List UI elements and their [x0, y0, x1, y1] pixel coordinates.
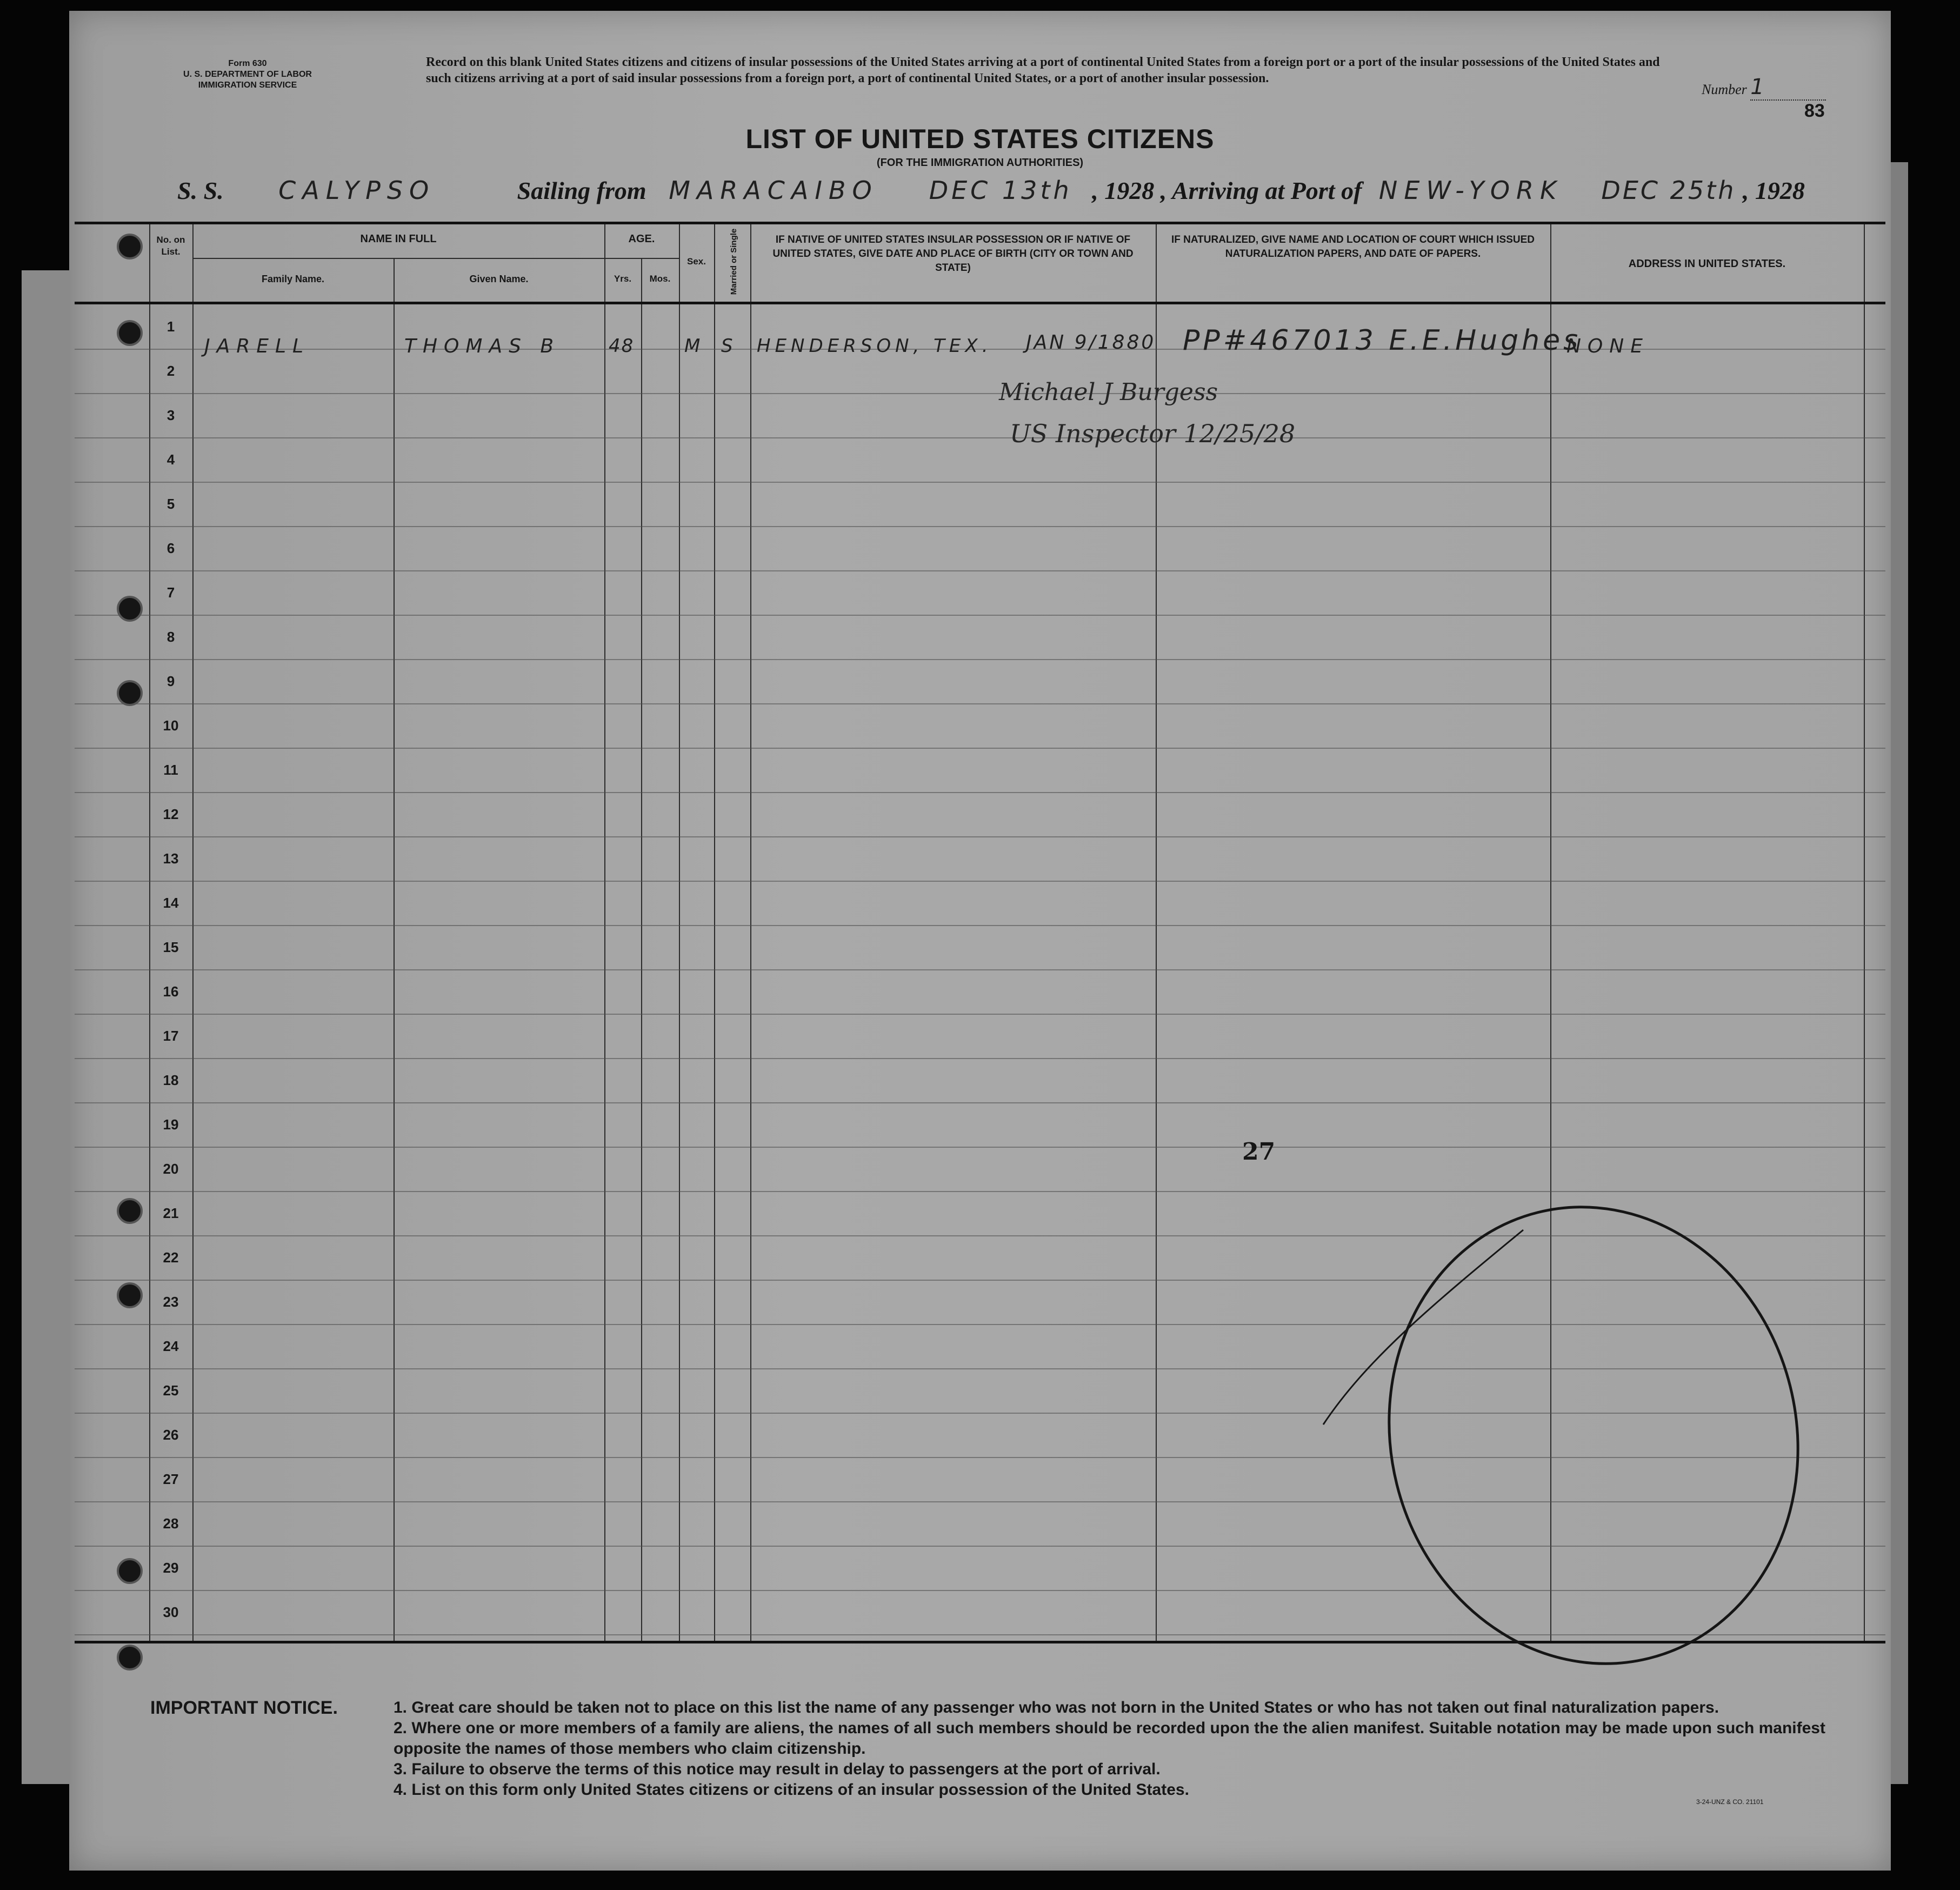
col-address: ADDRESS IN UNITED STATES. — [1628, 258, 1786, 270]
col-mos: Mos. — [649, 274, 671, 284]
page-subtitle: (FOR THE IMMIGRATION AUTHORITIES) — [876, 157, 1084, 169]
row-rule — [75, 615, 1885, 616]
important-notice — [150, 1698, 1869, 1800]
form-info — [177, 58, 318, 91]
row-number: 2 — [166, 363, 175, 379]
punch-hole — [117, 320, 143, 346]
row-rule — [75, 881, 1885, 882]
punch-hole — [117, 680, 143, 706]
row-number: 24 — [163, 1338, 179, 1354]
row-number: 16 — [163, 983, 179, 1000]
number-value: 1 — [1750, 75, 1826, 101]
row-rule — [75, 526, 1885, 527]
row-number: 15 — [163, 939, 179, 955]
col-name-in-full: NAME IN FULL — [360, 233, 437, 245]
row-number: 11 — [163, 762, 178, 778]
notice-item: 2. Where one or more members of a family are aliens, the names of all such members should be recorded upon the the alien manifest. Suitable notation may be made upon such manifest opposite the names of those members who claim citizenship. — [394, 1719, 1825, 1758]
row-rule — [75, 925, 1885, 926]
voyage-line — [177, 176, 1875, 219]
entry-marital-status: S — [721, 335, 739, 357]
service-name: IMMIGRATION SERVICE — [198, 81, 297, 90]
page-title: LIST OF UNITED STATES CITIZENS — [745, 124, 1215, 154]
entry-age-years: 48 — [609, 335, 635, 357]
department-name: U. S. DEPARTMENT OF LABOR — [183, 70, 312, 79]
row-number: 29 — [163, 1560, 179, 1576]
row-rule — [75, 969, 1885, 970]
row-number: 28 — [163, 1515, 179, 1532]
entry-birthdate: JAN 9/1880 — [1026, 331, 1156, 354]
row-number: 23 — [163, 1294, 179, 1310]
form-number: Form 630 — [228, 59, 267, 68]
row-number: 5 — [166, 496, 175, 512]
col-age: AGE. — [628, 233, 655, 245]
col-given-name: Given Name. — [469, 274, 529, 284]
col-yrs: Yrs. — [614, 274, 632, 284]
col-married-or-single: Married or Single — [729, 228, 738, 295]
row-rule — [75, 1102, 1885, 1103]
inspector-stamp: US Inspector 12/25/28 — [1010, 419, 1296, 448]
printer-mark: 3-24-UNZ & CO. 21101 — [1696, 1798, 1764, 1806]
notice-heading: IMPORTANT NOTICE. — [150, 1698, 338, 1718]
notice-items — [394, 1698, 1869, 1800]
row-number: 17 — [163, 1028, 179, 1044]
row-number: 10 — [163, 717, 179, 734]
hand-drawn-circle — [1291, 1197, 1831, 1684]
row-number: 22 — [163, 1249, 179, 1266]
row-number: 26 — [163, 1427, 179, 1443]
row-number: 30 — [163, 1604, 179, 1620]
col-birth: IF NATIVE OF UNITED STATES INSULAR POSSESSION OR IF NATIVE OF UNITED STATES, GIVE DATE AND PLACE OF BIRTH (CITY OR TOWN AND STATE) — [772, 234, 1134, 274]
entry-address: NONE — [1566, 335, 1649, 357]
arrival-date: DEC 25th — [1601, 176, 1736, 205]
row-number: 21 — [163, 1205, 179, 1221]
row-number: 18 — [163, 1072, 179, 1088]
notice-item: 1. Great care should be taken not to place on this list the name of any passenger who was not born in the United States or who has not taken out final naturalization papers. — [394, 1699, 1719, 1716]
row-number: 7 — [166, 584, 175, 601]
row-number: 12 — [163, 806, 179, 822]
punch-hole — [117, 1198, 143, 1224]
departure-year: , 1928 — [1092, 177, 1155, 204]
punch-hole — [117, 1645, 143, 1671]
entry-family-name: JARELL — [204, 335, 310, 357]
row-rule — [75, 482, 1885, 483]
ship-name: CALYPSO — [278, 176, 436, 205]
punch-hole — [117, 234, 143, 259]
row-number: 19 — [163, 1116, 179, 1133]
col-naturalized: IF NATURALIZED, GIVE NAME AND LOCATION OF COURT WHICH ISSUED NATURALIZATION PAPERS, AND DATE OF PAPERS. — [1171, 234, 1535, 259]
col-family-name: Family Name. — [261, 274, 325, 284]
row-number: 8 — [166, 629, 175, 645]
arrival-year: , 1928 — [1742, 177, 1805, 204]
punch-hole — [117, 596, 143, 622]
row-number: 25 — [163, 1382, 179, 1399]
notice-item: 3. Failure to observe the terms of this notice may result in delay to passengers at the port of arrival. — [394, 1760, 1161, 1778]
row-rule — [75, 1191, 1885, 1192]
margin-number: 27 — [1242, 1138, 1276, 1166]
punch-hole — [117, 1558, 143, 1584]
col-no-on-list: No. on List. — [156, 235, 185, 257]
row-rule — [75, 393, 1885, 394]
arrival-port: NEW-YORK — [1378, 176, 1563, 205]
number-label: Number — [1702, 82, 1747, 97]
left-page-edge — [22, 270, 70, 1784]
manifest-sheet — [69, 11, 1891, 1871]
row-number: 27 — [163, 1471, 179, 1487]
sailing-label: Sailing from — [517, 177, 646, 204]
row-number: 3 — [166, 407, 175, 423]
row-rule — [75, 1014, 1885, 1015]
row-number: 9 — [166, 673, 175, 689]
inspector-signature: Michael J Burgess — [999, 378, 1218, 406]
entry-naturalization: PP#467013 E.E.Hughes — [1183, 324, 1582, 357]
row-rule — [75, 748, 1885, 749]
entry-birthplace: HENDERSON, TEX. — [757, 335, 992, 357]
row-number: 4 — [166, 451, 175, 468]
departure-date: DEC 13th — [929, 176, 1072, 205]
row-rule — [75, 792, 1885, 793]
arriving-label: , Arriving at Port of — [1160, 177, 1362, 204]
instructions: Record on this blank United States citizens and citizens of insular possessions of the United States arriving at a port of continental United States from a foreign port or a port of the insular possessions of the United States and such citizens arriving at a port of said insular possessions from a foreign port, a port of continental United States, or a port of another insular possession. — [426, 55, 1660, 85]
row-rule — [75, 570, 1885, 571]
departure-port: MARACAIBO — [669, 176, 878, 205]
row-number: 6 — [166, 540, 175, 556]
row-rule — [75, 1147, 1885, 1148]
row-rule — [75, 836, 1885, 837]
row-number: 20 — [163, 1161, 179, 1177]
number-field — [1702, 75, 1826, 101]
punch-hole — [117, 1282, 143, 1308]
ss-label: S. S. — [177, 177, 224, 204]
page-number: 83 — [1804, 101, 1825, 121]
row-rule — [75, 703, 1885, 704]
entry-sex: M — [684, 335, 707, 357]
col-sex: Sex. — [687, 256, 706, 267]
entry-given-name: THOMAS B — [404, 335, 561, 357]
manifest-table — [75, 222, 1885, 1643]
notice-item: 4. List on this form only United States citizens or citizens of an insular possession of the United States. — [394, 1781, 1189, 1799]
row-number: 13 — [163, 850, 179, 867]
row-rule — [75, 437, 1885, 438]
row-rule — [75, 1058, 1885, 1059]
row-rule — [75, 659, 1885, 660]
row-number: 1 — [166, 318, 175, 335]
row-number: 14 — [163, 895, 179, 911]
